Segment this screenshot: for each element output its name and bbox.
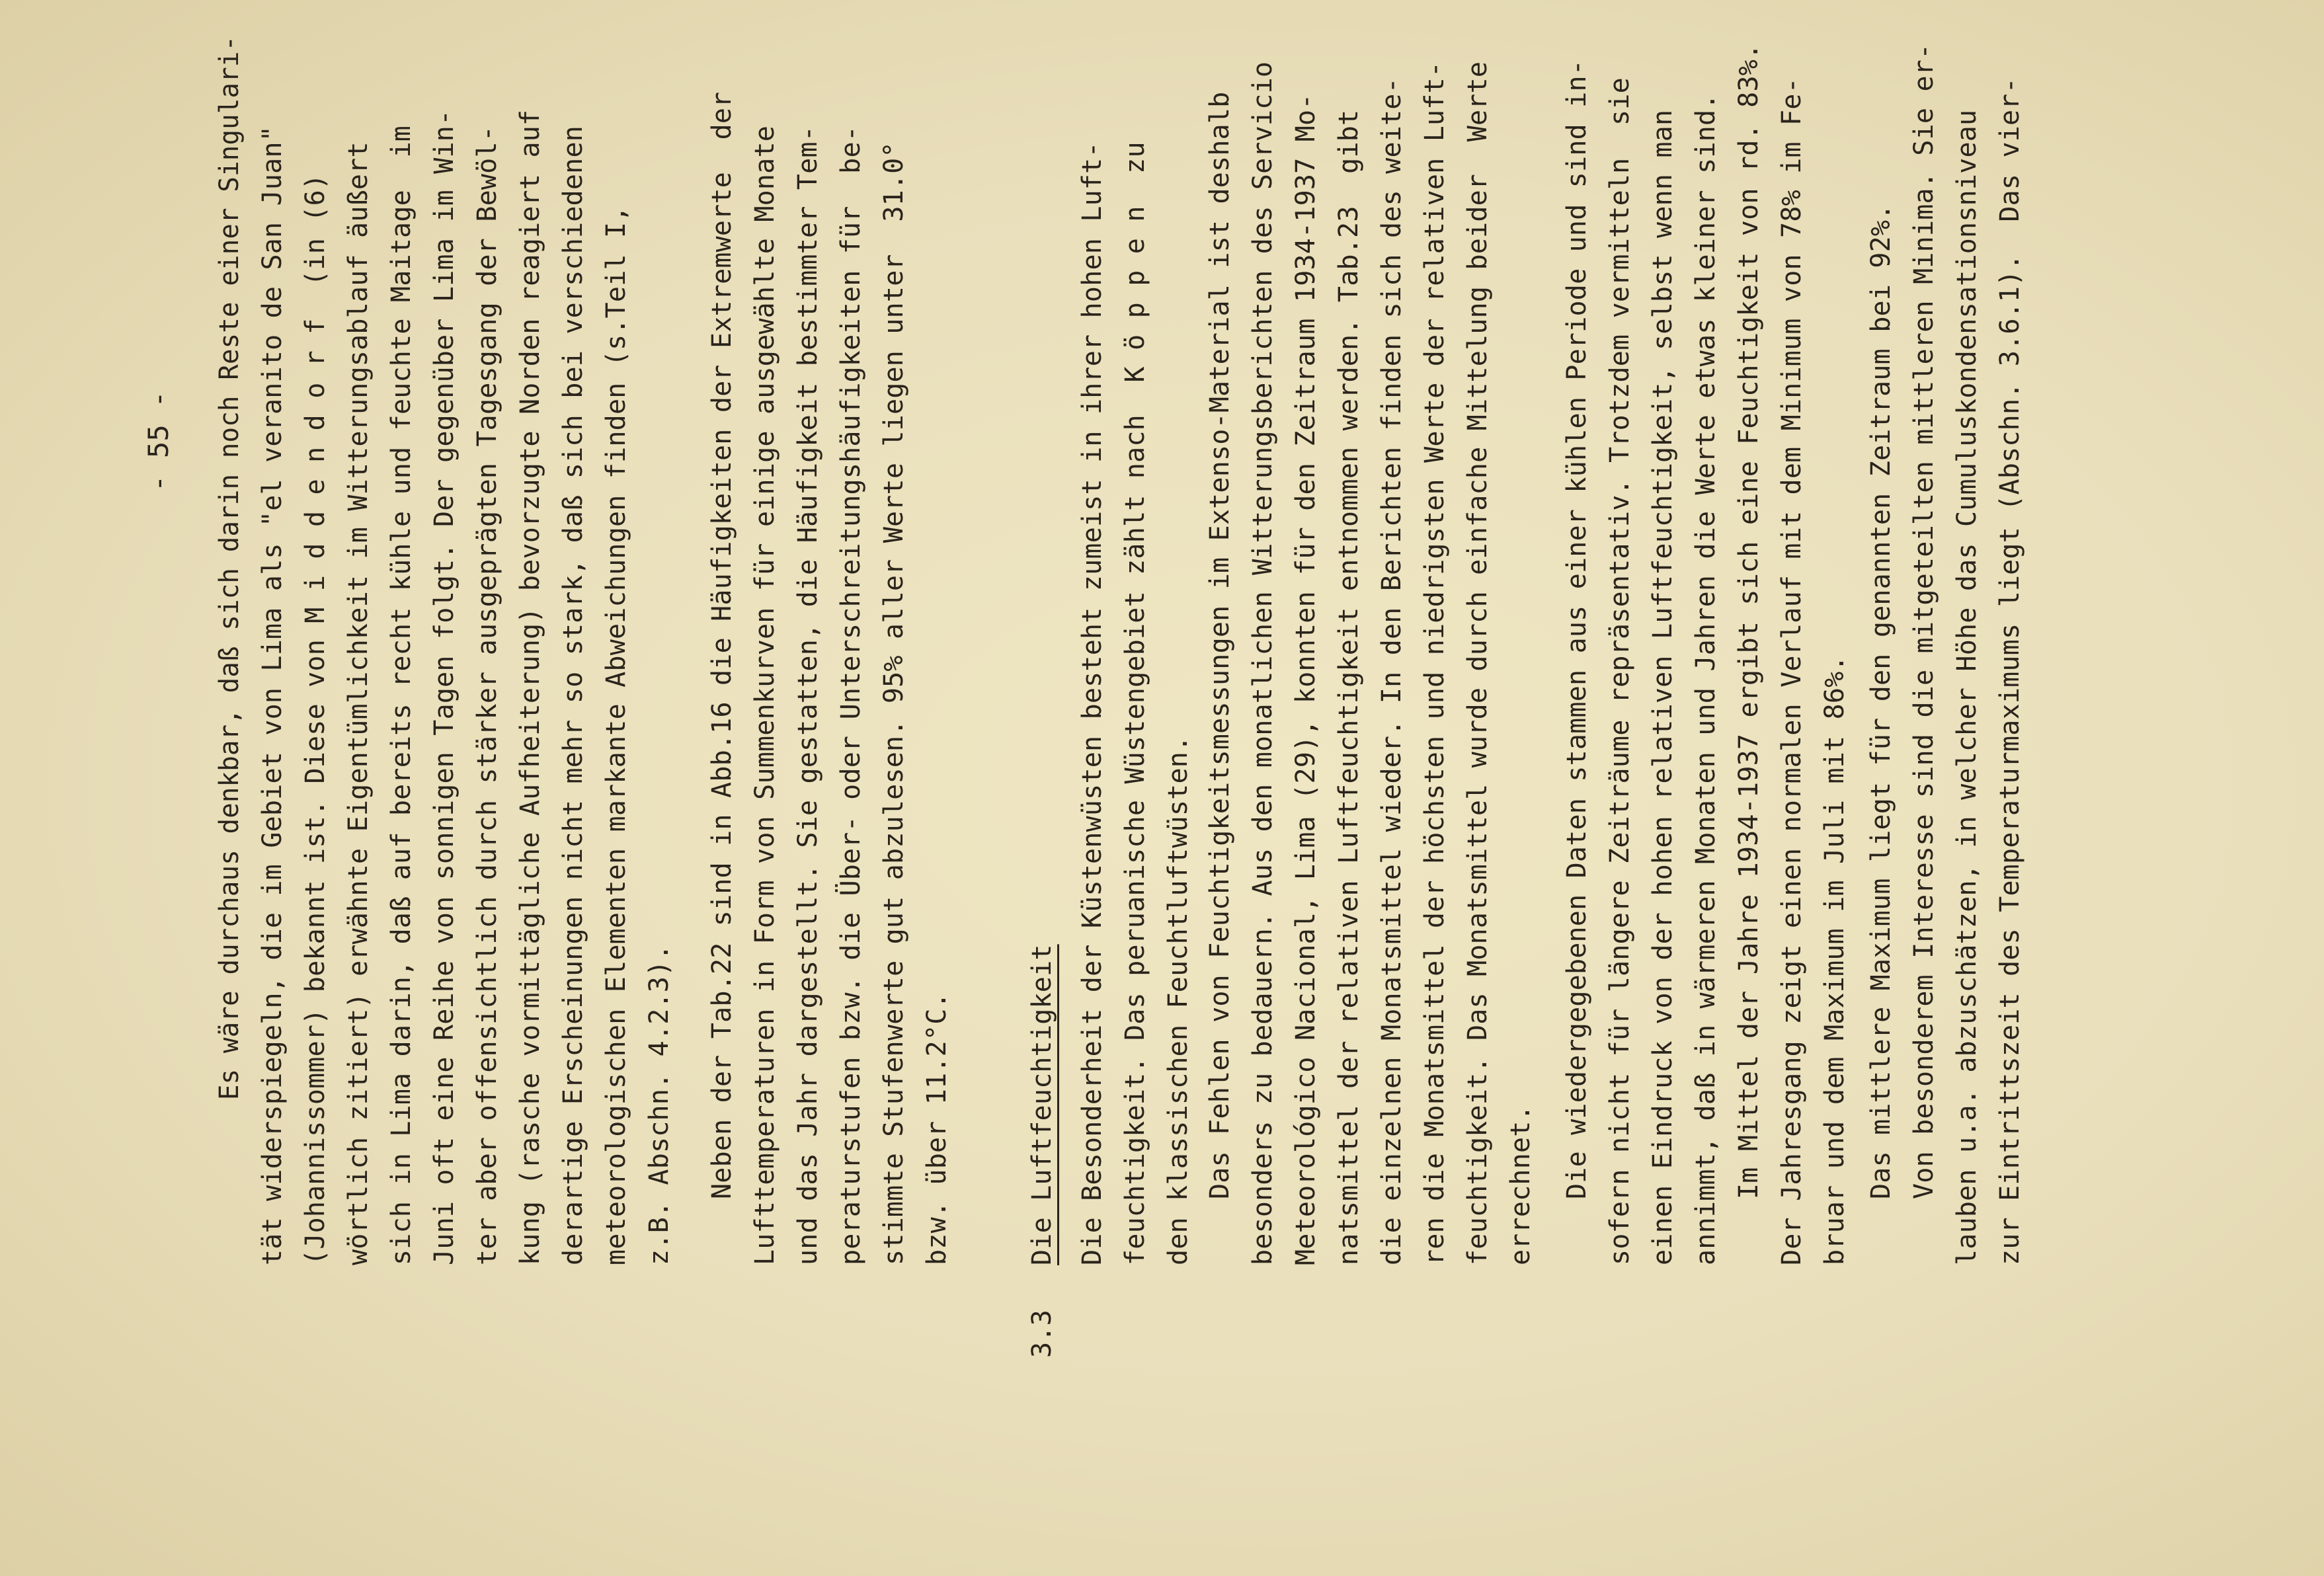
text-line: Lufttemperaturen in Form von Summenkurven für einige ausgewählte Monate [750,125,780,1265]
text-line: peraturstufen bzw. die Über- oder Unterschreitungshäufigkeiten für be- [836,125,866,1265]
text-line: besonders zu bedauern. Aus den monatlichen Witterungsberichten des Servicio [1248,61,1278,1265]
text-line: Die Besonderheit der Küstenwüsten besteht zumeist in ihrer hohen Luft- [1077,141,1107,1265]
text-line: den klassischen Feuchtluftwüsten. [1163,735,1193,1265]
text-line: Im Mittel der Jahre 1934-1937 ergibt sich eine Feuchtigkeit von rd. 83%. [1734,43,1764,1199]
text-line: errechnet. [1505,1105,1536,1265]
text-line: bzw. über 11.2°C. [922,992,952,1265]
text-line: und das Jahr dargestellt. Sie gestatten, die Häufigkeit bestimmter Tem- [793,125,823,1265]
section-heading: Die Luftfeuchtigkeit [1027,944,1057,1265]
text-line: Meteorológico Nacional, Lima (29), konnten für den Zeitraum 1934-1937 Mo- [1291,93,1321,1265]
page-number: - 55 - [142,391,175,492]
text-line: zur Eintrittszeit des Temperaturmaximums liegt (Abschn. 3.6.1). Das vier- [1995,77,2025,1265]
text-line: ter aber offensichtlich durch stärker ausgeprägten Tagesgang der Bewöl- [472,125,502,1265]
text-line: sofern nicht für längere Zeiträume repräsentativ. Trotzdem vermitteln sie [1605,77,1635,1265]
text-line: tät widerspiegeln, die im Gebiet von Lima als "el veranito de San Juan" [257,125,288,1265]
text-line: annimmt, daß in wärmeren Monaten und Jahren die Werte etwas kleiner sind. [1691,93,1721,1265]
text-line: Das mittlere Maximum liegt für den genannten Zeitraum bei 92%. [1866,204,1896,1199]
text-line: Die wiedergegebenen Daten stammen aus einer kühlen Periode und sind in- [1562,59,1592,1199]
text-line: Es wäre durchaus denkbar, daß sich darin noch Reste einer Singulari- [214,35,245,1100]
text-line: meteorologischen Elementen markante Abweichungen finden (s.Teil I, [601,206,631,1265]
text-line: Juni oft eine Reihe von sonnigen Tagen folgt. Der gegenüber Lima im Win- [429,109,460,1265]
text-line: die einzelnen Monatsmittel wieder. In den Berichten finden sich des weite- [1377,77,1407,1265]
text-line: z.B. Abschn. 4.2.3). [644,944,674,1265]
text-line: feuchtigkeit. Das peruanische Wüstengebiet zählt nach K ö p p e n zu [1120,141,1150,1265]
text-line: lauben u.a. abzuschätzen, in welcher Höhe das Cumuluskondensationsniveau [1952,109,1982,1265]
text-line: feuchtigkeit. Das Monatsmittel wurde durch einfache Mittelung beider Werte [1463,61,1493,1265]
text-line: einen Eindruck von der hohen relativen Luftfeuchtigkeit, selbst wenn man [1648,109,1678,1265]
text-line: bruar und dem Maximum im Juli mit 86%. [1820,655,1850,1265]
text-line: (Johannissommer) bekannt ist. Diese von M i d d e n d o r f (in (6) [300,173,331,1265]
text-line: natsmittel der relativen Luftfeuchtigkeit entnommen werden. Tab.23 gibt [1334,109,1364,1265]
text-line: Das Fehlen von Feuchtigkeitsmessungen im Extenso-Material ist deshalb [1205,91,1235,1199]
text-line: sich in Lima darin, daß auf bereits recht kühle und feuchte Maitage im [386,125,417,1265]
text-line: wörtlich zitiert) erwähnte Eigentümlichkeit im Witterungsablauf äußert [343,141,374,1265]
section-number: 3.3 [1027,1310,1057,1358]
text-line: kung (rasche vormittägliche Aufheiterung) bevorzugte Norden reagiert auf [515,109,545,1265]
text-line: stimmte Stufenwerte gut abzulesen. 95% aller Werte liegen unter 31.0° [879,141,909,1265]
text-line: Von besonderem Interesse sind die mitgeteilten mittleren Minima. Sie er- [1909,43,1939,1199]
text-line: Der Jahresgang zeigt einen normalen Verlauf mit dem Minimum von 78% im Fe- [1777,77,1807,1265]
text-line: ren die Monatsmittel der höchsten und niedrigsten Werte der relativen Luft- [1420,61,1450,1265]
text-line: derartige Erscheinungen nicht mehr so stark, daß sich bei verschiedenen [558,125,588,1265]
text-line: Neben der Tab.22 sind in Abb.16 die Häufigkeiten der Extremwerte der [707,91,737,1199]
